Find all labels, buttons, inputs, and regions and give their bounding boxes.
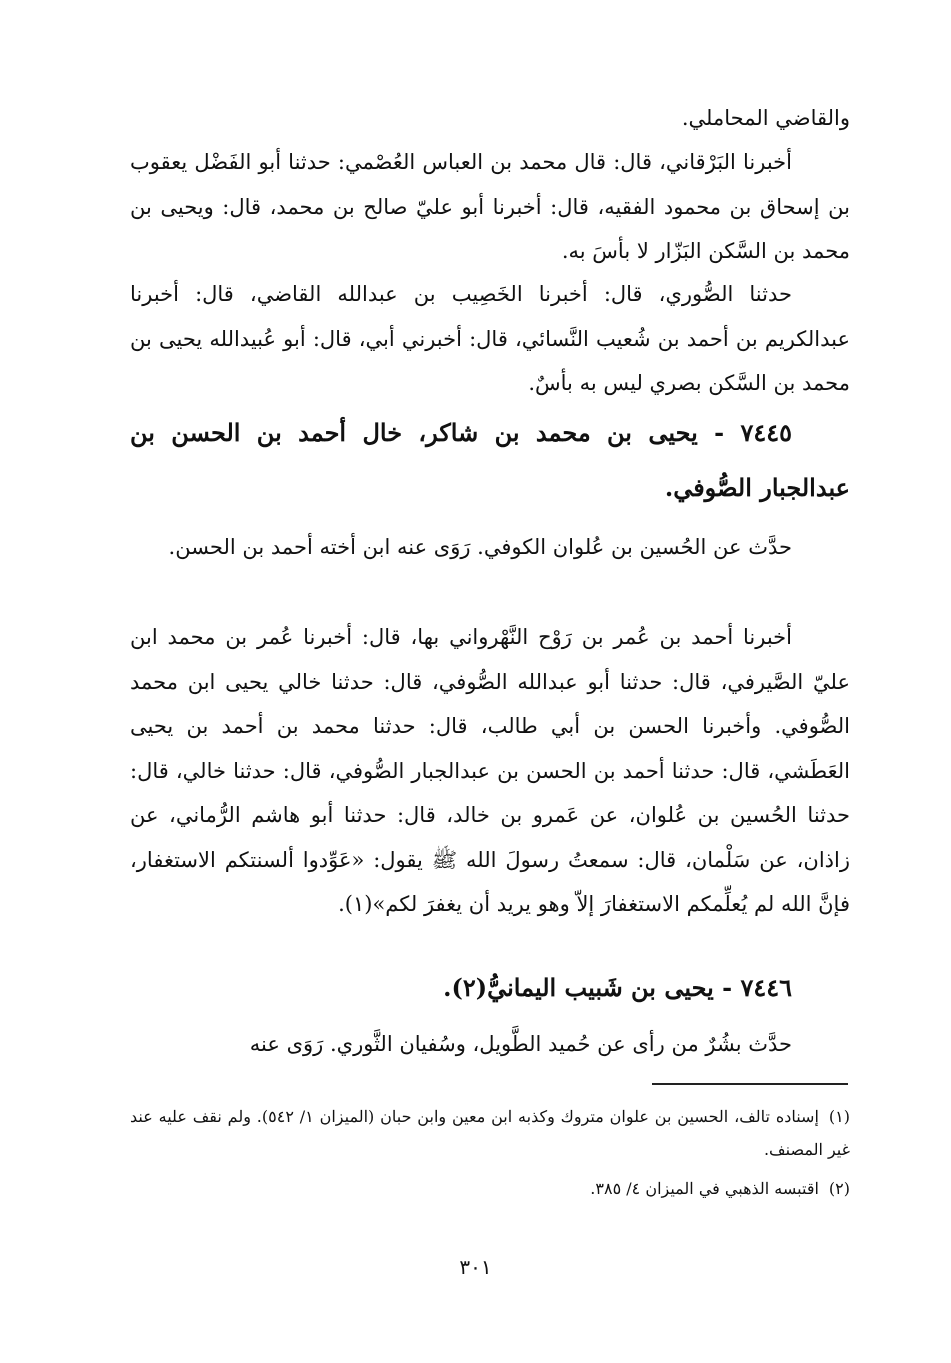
footnote-2-number: (٢) <box>828 1179 850 1198</box>
entry-heading-7445: ٧٤٤٥ - يحيى بن محمد بن شاكر، خال أحمد بن الحسن بن عبدالجبار الصُّوفي. <box>130 418 850 502</box>
footnote-2-text: اقتبسه الذهبي في الميزان ٤/ ٣٨٥. <box>590 1179 819 1198</box>
paragraph-1: والقاضي المحاملي. <box>681 106 850 130</box>
footnote-2 <box>130 1172 850 1205</box>
paragraph-5: أخبرنا أحمد بن عُمر بن رَوْح النَّهْرواني بها، قال: أخبرنا عُمر بن محمد ابن عليّ الصَّيرفي، قال: حدثنا أبو عبدالله الصُّوفي، قال: حدثنا خالي يحيى ابن محمد الصُّوفي. وأخبرنا الحسن بن أبي طالب، قال: حدثنا محمد بن أحمد بن يحيى العَطَشي، قال: حدثنا أحمد بن الحسن بن عبدالجبار الصُّوفي، قال: حدثنا خالي، قال: حدثنا الحُسين بن عُلوان، عن عَمرو بن خالد، قال: حدثنا أبو هاشم الرُّماني، عن زاذان، عن سَلْمان، قال: سمعتُ رسولَ الله ﷺ يقول: «عَوِّدوا ألسنتكم الاستغفار، فإنَّ الله لم يُعلِّمكم الاستغفارَ إلاّ وهو يريد أن يغفرَ لكم»(١). <box>130 625 850 916</box>
paragraph-3: حدثنا الصُّوري، قال: أخبرنا الخَصِيب بن عبدالله القاضي، قال: أخبرنا عبدالكريم بن أحمد بن شُعيب النَّسائي، قال: أخبرني أبي، قال: أبو عُبيدالله يحيى بن محمد بن السَّكن بصري ليس به بأسٌ. <box>130 282 850 395</box>
paragraph-2: أخبرنا البَرْقاني، قال: قال محمد بن العباس العُصْمي: حدثنا أبو الفَضْل يعقوب بن إسحاق بن محمود الفقيه، قال: أخبرنا أبو عليّ صالح بن محمد، قال: ويحيى بن محمد بن السَّكن البَزّار لا بأسَ به. <box>130 150 850 263</box>
paragraph-4: حدَّث عن الحُسين بن عُلوان الكوفي. رَوَى عنه ابن أخته أحمد بن الحسن. <box>168 535 792 559</box>
footnote-separator <box>652 1083 848 1085</box>
paragraph-6: حدَّث بشُرٌ من رأى عن حُميد الطَّويل، وسُفيان الثَّوري. رَوَى عنه <box>249 1032 792 1056</box>
footnote-1-text: إسناده تالف، الحسين بن علوان متروك وكذبه ابن معين وابن حبان (الميزان ١/ ٥٤٢). ولم نقف عليه عند غير المصنف. <box>130 1107 850 1159</box>
page-number: ٣٠١ <box>459 1255 492 1279</box>
entry-heading-7446: ٧٤٤٦ - يحيى بن شَبيب اليمانيُّ(٢). <box>443 973 792 1002</box>
footnote-1-number: (١) <box>828 1107 851 1126</box>
footnote-1 <box>130 1100 850 1166</box>
